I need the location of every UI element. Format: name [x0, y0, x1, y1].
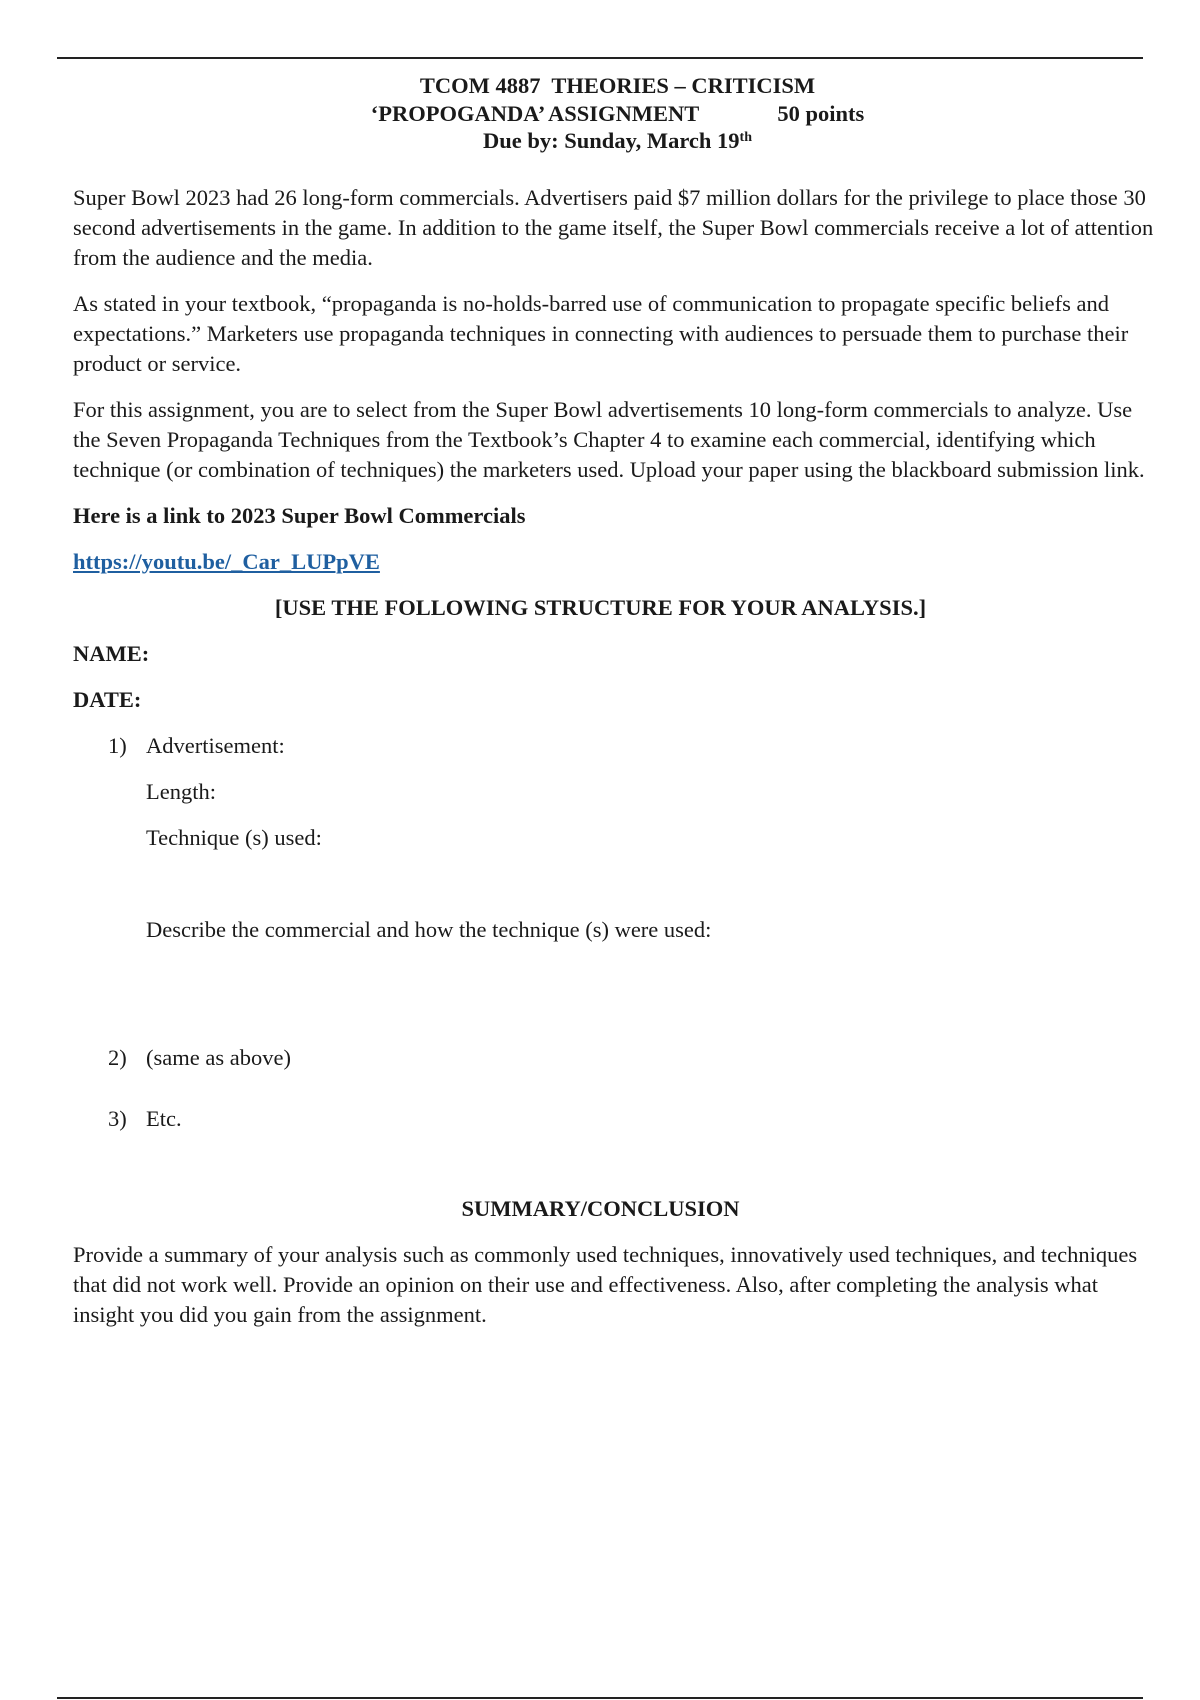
list-number-2: 2) [108, 1045, 127, 1070]
course-title: TCOM 4887 THEORIES – CRITICISM [419, 73, 816, 98]
due-date-suffix: th [739, 130, 752, 145]
describe-label: Describe the commercial and how the technique (s) were used: [146, 917, 712, 942]
analysis-list [73, 731, 1163, 1134]
top-rule [57, 57, 1143, 59]
list-item-3 [73, 1104, 1163, 1134]
due-date-line [0, 127, 1200, 155]
bottom-rule [57, 1697, 1143, 1699]
structure-instruction: [USE THE FOLLOWING STRUCTURE FOR YOUR ANALYSIS.] [274, 595, 927, 620]
assignment-title-line [0, 100, 1200, 128]
document-header [0, 72, 1200, 155]
document-body [73, 183, 1163, 1330]
name-label: NAME: [73, 641, 150, 666]
advertisement-label: Advertisement: [146, 733, 285, 758]
length-label: Length: [146, 779, 216, 804]
points-value: 50 points [777, 100, 865, 126]
intro-paragraph-3: For this assignment, you are to select from the Super Bowl advertisements 10 long-form commercials to analyze. Use the Seven Propaganda Techniques from the Textbook’s Chapter 4 to examine each commercial, identifying which technique (or combination of techniques) the marketers used. Upload your paper using the blackboard submission link. [73, 397, 1145, 482]
list-number-1: 1) [108, 733, 127, 758]
intro-paragraph-1: Super Bowl 2023 had 26 long-form commercials. Advertisers paid $7 million dollars for the privilege to place those 30 second advertisements in the game. In addition to the game itself, the Super Bowl commercials receive a lot of attention from the audience and the media. [73, 185, 1154, 270]
intro-paragraph-2: As stated in your textbook, “propaganda is no-holds-barred use of communication to propagate specific beliefs and expectations.” Marketers use propaganda techniques in connecting with audiences to persuade them to purchase their product or service. [73, 291, 1129, 376]
list-number-3: 3) [108, 1106, 127, 1131]
list-item-3-text: Etc. [146, 1106, 182, 1131]
link-label: Here is a link to 2023 Super Bowl Commercials [73, 503, 526, 528]
list-item-1 [73, 731, 1163, 761]
date-label: DATE: [73, 687, 142, 712]
link-row [73, 547, 1163, 577]
commercials-link[interactable]: https://youtu.be/_Car_LUPpVE [73, 549, 380, 574]
summary-text: Provide a summary of your analysis such as commonly used techniques, innovatively used techniques, and techniques that did not work well. Provide an opinion on their use and effectiveness. Also, after completing the analysis what insight you did you gain from the assignment. [73, 1242, 1138, 1327]
due-date: Due by: Sunday, March 19 [483, 128, 740, 153]
list-item-2 [73, 1043, 1163, 1073]
technique-label: Technique (s) used: [146, 825, 322, 850]
summary-heading: SUMMARY/CONCLUSION [461, 1196, 740, 1221]
assignment-title: ‘PROPOGANDA’ ASSIGNMENT [370, 100, 700, 126]
list-item-2-text: (same as above) [146, 1045, 291, 1070]
